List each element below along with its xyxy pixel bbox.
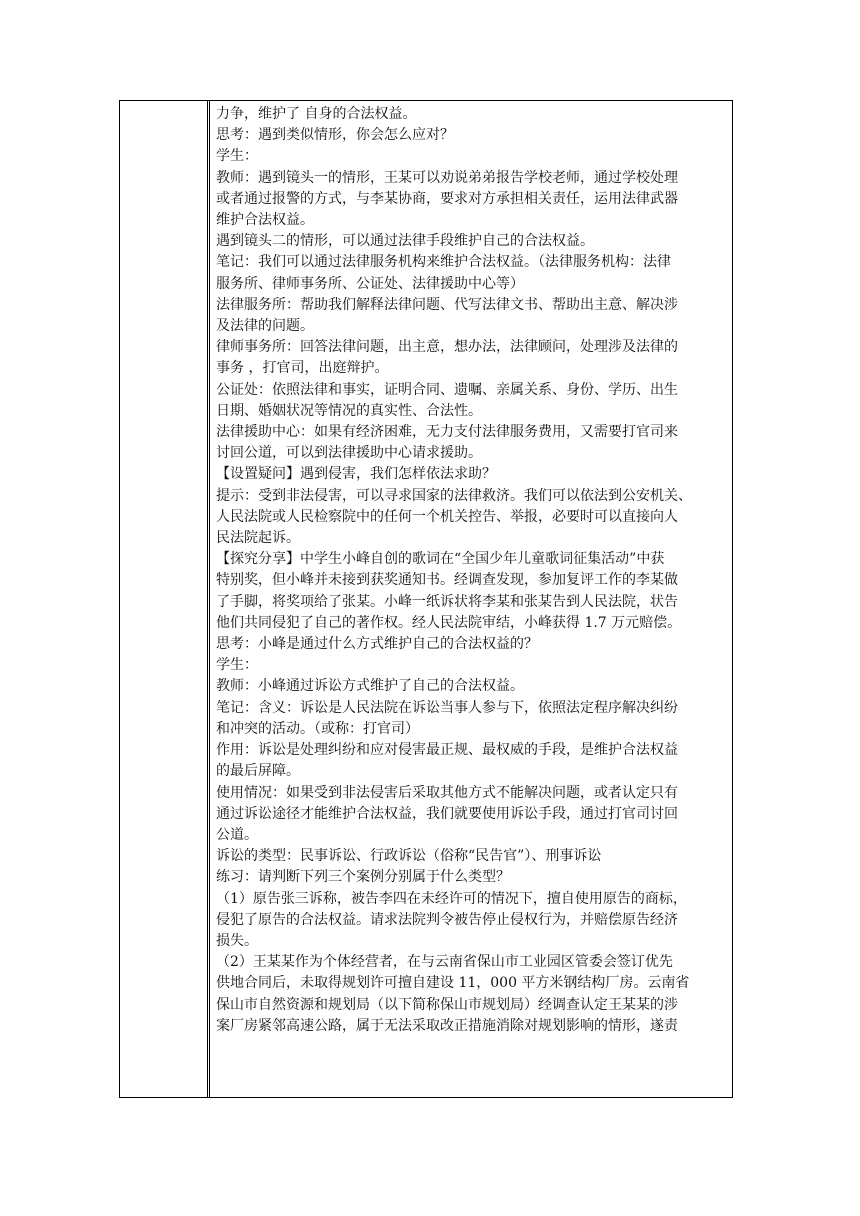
table-column-left bbox=[120, 101, 208, 1097]
text-line: 学生： bbox=[216, 657, 258, 674]
text-line: 日期、婚姻状况等情况的真实性、合法性。 bbox=[216, 402, 482, 419]
text-line: 民法院起诉。 bbox=[216, 530, 300, 547]
text-line: （1）原告张三诉称，被告李四在未经许可的情况下，擅自使用原告的商标， bbox=[216, 890, 687, 907]
text-line: 人民法院或人民检察院中的任何一个机关控告、举报，必要时可以直接向人 bbox=[216, 508, 678, 525]
text-line: 练习：请判断下列三个案例分别属于什么类型？ bbox=[216, 869, 510, 886]
text-line: 法律服务所：帮助我们解释法律问题、代写法律文书、帮助出主意、解决涉 bbox=[216, 296, 678, 313]
text-line: 笔记：我们可以通过法律服务机构来维护合法权益。（法律服务机构：法律 bbox=[216, 254, 671, 271]
text-line: 教师：小峰通过诉讼方式维护了自己的合法权益。 bbox=[216, 678, 524, 695]
text-line: 服务所、律师事务所、公证处、法律援助中心等） bbox=[216, 275, 524, 292]
text-line: 侵犯了原告的合法权益。请求法院判令被告停止侵权行为，并赔偿原告经济 bbox=[216, 911, 678, 928]
table-column-narrow bbox=[207, 101, 210, 1097]
text-line: 公证处：依照法律和事实，证明合同、遗嘱、亲属关系、身份、学历、出生 bbox=[216, 381, 678, 398]
text-line: 公道。 bbox=[216, 826, 258, 843]
text-line: 思考：小峰是通过什么方式维护自己的合法权益的？ bbox=[216, 636, 538, 653]
text-line: 的最后屏障。 bbox=[216, 763, 300, 780]
text-line: 和冲突的活动。（或称：打官司） bbox=[216, 720, 419, 737]
text-line: 维护合法权益。 bbox=[216, 212, 314, 229]
text-line: 保山市自然资源和规划局（以下简称保山市规划局）经调查认定王某某的涉 bbox=[216, 996, 678, 1013]
text-line: 笔记：含义：诉讼是人民法院在诉讼当事人参与下，依照法定程序解决纠纷 bbox=[216, 699, 678, 716]
text-line: 供地合同后，未取得规划许可擅自建设 11，000 平方米钢结构厂房。云南省 bbox=[216, 975, 690, 992]
text-line: 了手脚，将奖项给了张某。小峰一纸诉状将李某和张某告到人民法院，状告 bbox=[216, 593, 678, 610]
text-line: 及法律的问题。 bbox=[216, 318, 314, 335]
text-line: 案厂房紧邻高速公路，属于无法采取改正措施消除对规划影响的情形，遂责 bbox=[216, 1017, 678, 1034]
lesson-table bbox=[119, 100, 733, 1098]
text-line: 力争，维护了 自身的合法权益。 bbox=[216, 106, 417, 122]
lesson-content bbox=[216, 104, 722, 1037]
text-line: 提示：受到非法侵害，可以寻求国家的法律救济。我们可以依法到公安机关、 bbox=[216, 487, 692, 504]
text-line: 他们共同侵犯了自己的著作权。经人民法院审结，小峰获得 1.7 万元赔偿。 bbox=[216, 614, 682, 631]
text-line: 讨回公道，可以到法律援助中心请求援助。 bbox=[216, 445, 482, 462]
text-line: 使用情况：如果受到非法侵害后采取其他方式不能解决问题，或者认定只有 bbox=[216, 784, 678, 801]
text-line: 遇到镜头二的情形，可以通过法律手段维护自己的合法权益。 bbox=[216, 233, 594, 250]
text-line: 【设置疑问】遇到侵害，我们怎样依法求助？ bbox=[216, 466, 496, 483]
text-line: 法律援助中心：如果有经济困难，无力支付法律服务费用，又需要打官司来 bbox=[216, 424, 678, 441]
text-line: 事务 ，打官司，出庭辩护。 bbox=[216, 360, 389, 377]
text-line: 损失。 bbox=[216, 932, 258, 949]
text-line: 或者通过报警的方式，与李某协商，要求对方承担相关责任，运用法律武器 bbox=[216, 190, 678, 207]
text-line: 通过诉讼途径才能维护合法权益，我们就要使用诉讼手段，通过打官司讨回 bbox=[216, 805, 678, 822]
text-line: 特别奖，但小峰并未接到获奖通知书。经调查发现，参加复评工作的李某做 bbox=[216, 572, 678, 589]
text-line: 【探究分享】中学生小峰自创的歌词在“全国少年儿童歌词征集活动”中获 bbox=[216, 551, 665, 568]
text-line: 诉讼的类型：民事诉讼、行政诉讼（俗称“民告官”）、刑事诉讼 bbox=[216, 848, 602, 865]
text-line: 作用：诉讼是处理纠纷和应对侵害最正规、最权威的手段，是维护合法权益 bbox=[216, 742, 678, 759]
text-line: （2）王某某作为个体经营者，在与云南省保山市工业园区管委会签订优先 bbox=[216, 954, 673, 971]
text-line: 学生： bbox=[216, 148, 258, 165]
text-line: 律师事务所：回答法律问题，出主意，想办法，法律顾问，处理涉及法律的 bbox=[216, 339, 678, 356]
text-line: 思考：遇到类似情形，你会怎么应对？ bbox=[216, 127, 454, 144]
text-line: 教师：遇到镜头一的情形，王某可以劝说弟弟报告学校老师，通过学校处理 bbox=[216, 169, 678, 186]
